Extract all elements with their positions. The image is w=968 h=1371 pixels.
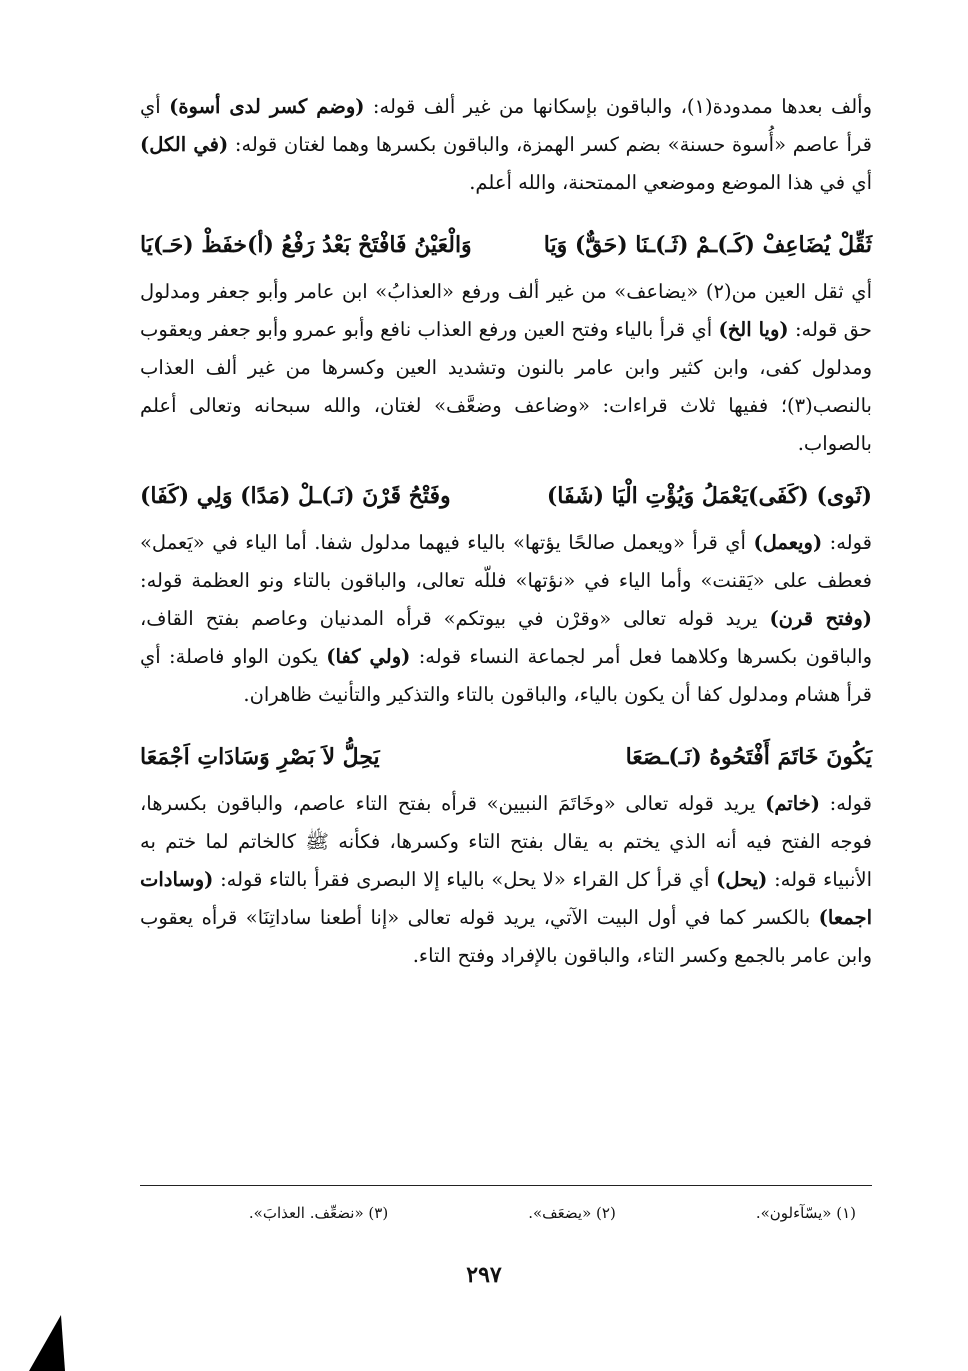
text-run: أي في هذا الموضع وموضعي الممتحنة، والله أعلم.: [469, 170, 872, 194]
text-run: يكون الواو فاصلة: أي قرأ هشام ومدلول كفا أن يكون بالياء، والباقون بالتاء والتذكير والتأنيث ظاهران.: [140, 644, 872, 706]
paragraph-2: [140, 273, 872, 462]
text-run: يريد قوله تعالى «وخَاتَمَ النبيين» قرأه بفتح التاء عاصم، والباقون بكسرها، فوجه الفتح فيه أنه الذي يختم به يقال بفتح التاء وكسرها، فكأنه ﷺ كالخاتم لما ختم به الأنبياء قوله:: [140, 792, 872, 891]
bold-quote: (يحل): [716, 867, 768, 891]
text-run: أي ثقل العين من(٢) «يضاعف» من غير ألف ورفع «العذابُ» ابن عامر وأبو جعفر ومدلول حق قوله:: [140, 280, 872, 342]
bold-quote: (وسادات اجمعا): [140, 867, 872, 929]
text-run: بالكسر كما في أول البيت الآتي، يريد قوله تعالى «إنا أطعنا ساداتِنَا» قرأه يعقوب وابن عامر بالجمع وكسر التاء، والباقون بالإفراد وفتح التاء.: [140, 905, 872, 967]
footnotes: [140, 1204, 872, 1222]
verse-line-2: [140, 476, 872, 516]
footnote-separator: [140, 1185, 872, 1186]
paragraph-1: [140, 88, 872, 201]
verse-2-second-hemistich: وفَتْحُ قَرْنَ (نَـ)ـلْ (مَدًا) وَلِي (كَفَا): [140, 483, 451, 510]
verse-2-first-hemistich: (ثَوى) (كَفَى)يَعْمَلُ وَيُؤْتِ الْيَا (شَفَا): [546, 483, 872, 510]
footnote-3: (٣) «نضعِّف. العذابَ».: [248, 1204, 389, 1222]
text-run: أي قرأ كل القراء «لا يحل» بالياء إلا البصرى فقرأ بالتاء قوله:: [213, 867, 717, 891]
bold-quote: (وضم كسر لدى أسوة): [169, 95, 365, 118]
paragraph-3: [140, 524, 872, 713]
verse-1-second-hemistich: وَالْعَيْنُ فَافْتَحْ بَعْدُ رَفْعُ (أ)خفَظْ (حَـ)يَا: [140, 232, 472, 259]
text-run: أي قرأ بالياء وفتح العين ورفع العذاب نافع وأبو عمرو وأبو جعفر ويعقوب ومدلول كفى، وابن كثير وابن عامر بالنون وتشديد العين وكسرها من غير ألف العذاب بالنصب(٣)؛ ففيها ثلاث قراءات: «وضاعف وضعَّف» لغتان، والله سبحانه وتعالى أعلم بالصواب.: [140, 318, 872, 455]
bold-quote: (في الكل): [140, 132, 229, 156]
bold-quote: (ويا الخ): [718, 318, 789, 342]
bold-quote: (خاتم): [765, 792, 820, 816]
bold-quote: (ولي كفا): [326, 644, 411, 668]
footnote-1: (١) «يسّآءلون».: [755, 1204, 856, 1222]
page-body: [140, 88, 872, 974]
text-run: قوله:: [819, 792, 873, 816]
text-run: قوله:: [822, 531, 873, 555]
text-run: يريد قوله تعالى «وقرْن في بيوتكم» قرأه المدنيان وعاصم بفتح القاف، والباقون بكسرها وكلاهما فعل أمر لجماعة النساء قوله:: [140, 606, 872, 668]
verse-line-3: [140, 737, 872, 777]
paragraph-4: [140, 785, 872, 974]
text-run: أي قرأ «ويعمل صالحًا يؤتها» بالياء فيهما مدلول شفا. أما الياء في «يَعمل» فعطف على «يَقنت» وأما الياء في «نؤتها» فللّه تعالى، والباقون بالتاء ونو العظمة قوله:: [140, 531, 872, 593]
bold-quote: (وفتح قرن): [769, 606, 872, 630]
corner-triangle-icon: [29, 1315, 79, 1371]
text-run: أي قرأ عاصم «أُسوة حسنة» بضم كسر الهمزة، والباقون بكسرها وهما لغتان قوله:: [140, 95, 872, 156]
text-run: وألف بعدها ممدودة(١)، والباقون بإسكانها من غير ألف قوله:: [364, 95, 872, 118]
verse-1-first-hemistich: ثَقِّلْ يُضَاعِفْ (كَـ)ـمْ (ثَـ)ـنَا (حَقٌّ) وَيَا: [543, 232, 872, 259]
bold-quote: (ويعمل): [753, 531, 823, 555]
verse-3-first-hemistich: يَكُونَ خَاتَمَ أَفْتَحُوهُ (نَـ)ـصَعَا: [625, 744, 872, 771]
footnote-2: (٢) «يضعَف».: [528, 1204, 616, 1222]
verse-line-1: [140, 225, 872, 265]
verse-3-second-hemistich: يَحِلُّ لاَ بَصْرِ وَسَادَاتِ اَجْمَعَا: [140, 744, 380, 771]
page-number: ٢٩٧: [466, 1262, 502, 1288]
